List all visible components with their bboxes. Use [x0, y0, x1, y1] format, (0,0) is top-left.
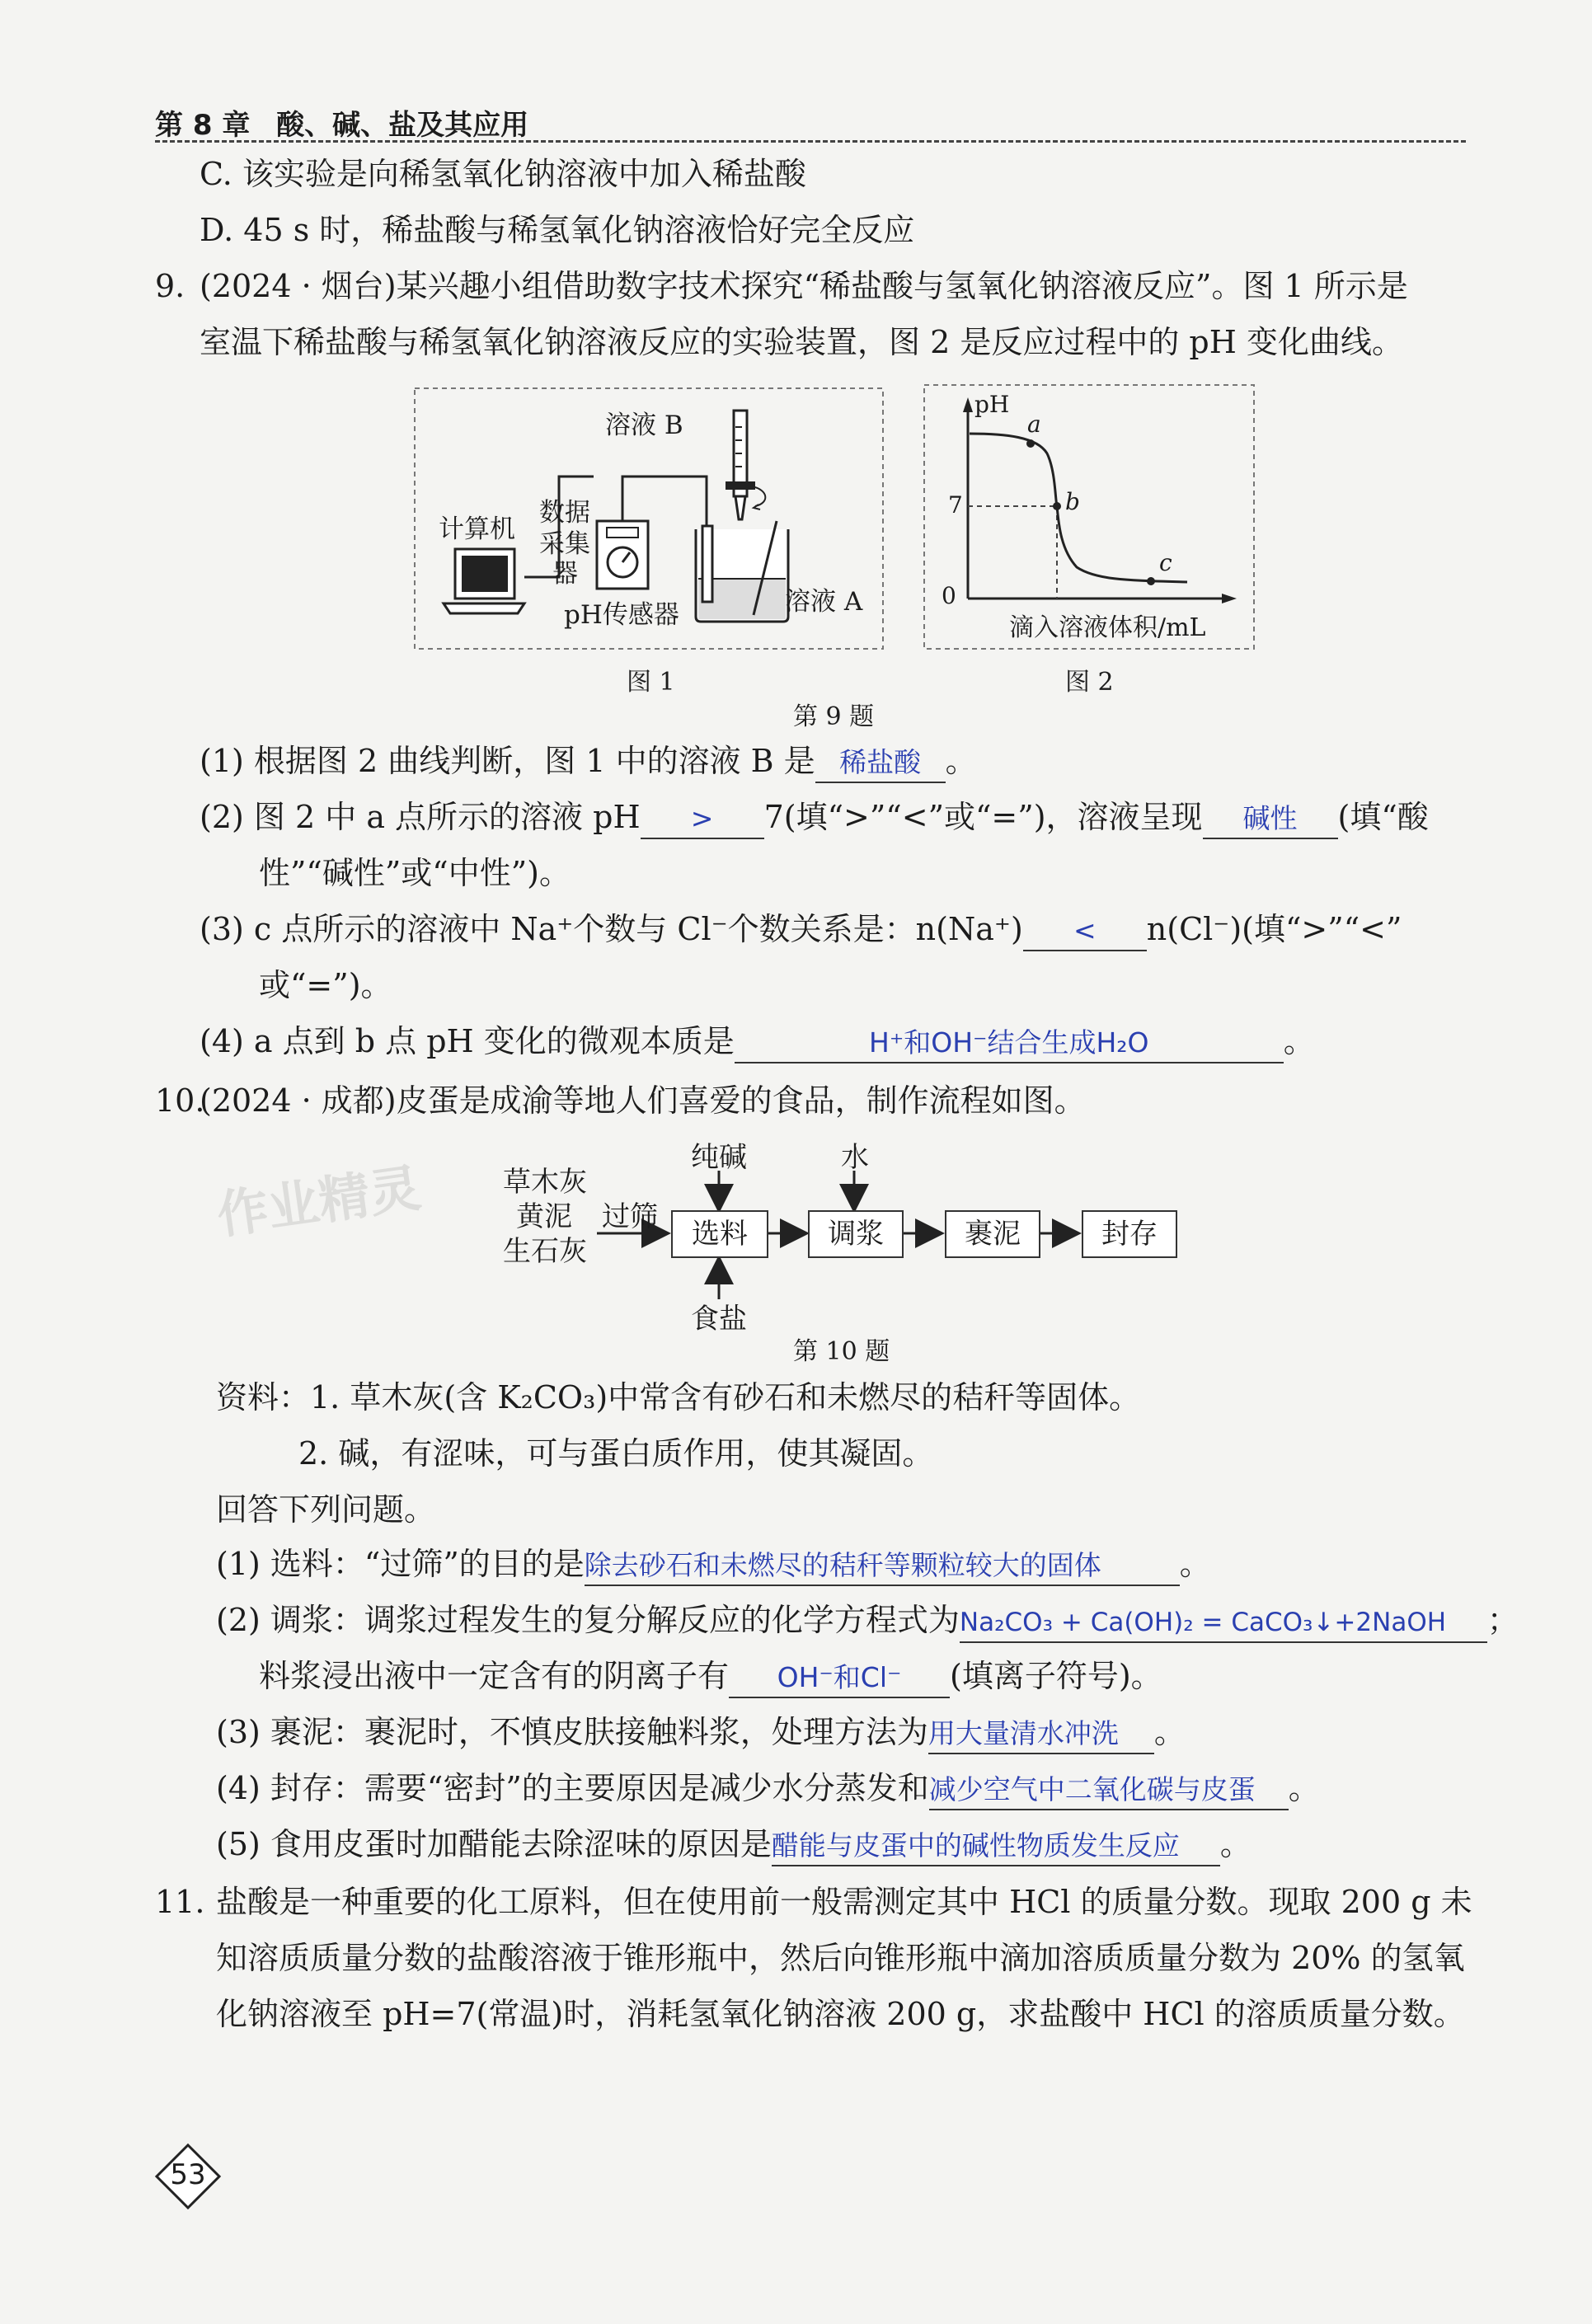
- chapter-number: 第 8 章: [155, 109, 251, 142]
- q10-part2b: 料浆浸出液中一定含有的阴离子有 OH⁻和Cl⁻ (填离子符号)。: [259, 1657, 1162, 1698]
- point-c-marker: [1147, 577, 1155, 585]
- q10-answer-2: Na₂CO₃ + Ca(OH)₂ = CaCO₃↓+2NaOH: [959, 1608, 1447, 1637]
- q9-answer-2b: 碱性: [1242, 802, 1298, 834]
- soda-label: 纯碱: [691, 1141, 747, 1174]
- watermark: 作业精灵: [213, 1157, 425, 1246]
- q10-part3: (3) 裹泥：裹泥时，不慎皮肤接触料浆，处理方法为用大量清水冲洗 。: [216, 1713, 1186, 1754]
- q9-part4: (4) a 点到 b 点 pH 变化的微观本质是 H⁺和OH⁻结合生成H₂O 。: [200, 1022, 1315, 1063]
- figure2-caption: 图 2: [1065, 668, 1114, 697]
- q9-figure1: [414, 387, 884, 650]
- page-number: 53: [170, 2158, 206, 2191]
- q10-answer-2b: OH⁻和Cl⁻: [777, 1661, 902, 1693]
- q9-answer-2a: >: [690, 802, 714, 834]
- header-divider: [155, 140, 1466, 143]
- step-seal: 封存: [1082, 1210, 1177, 1258]
- q9-answer-3: <: [1073, 914, 1097, 946]
- point-c-label: c: [1159, 549, 1172, 576]
- filter-label: 过筛: [602, 1200, 658, 1233]
- option-c: C. 该实验是向稀氢氧化钠溶液中加入稀盐酸: [200, 156, 806, 192]
- point-a-marker: [1026, 439, 1035, 448]
- q10-figure-caption: 第 10 题: [793, 1337, 890, 1366]
- collector-label-2: 采集: [539, 529, 590, 559]
- q9-part1: (1) 根据图 2 曲线判断，图 1 中的溶液 B 是 稀盐酸 。: [200, 742, 977, 783]
- salt-label: 食盐: [691, 1303, 747, 1336]
- chapter-header: [155, 102, 528, 143]
- collector-label-3: 器: [552, 559, 578, 589]
- q9-part3-line2: 或“=”)。: [259, 967, 392, 1003]
- q11-line2: 知溶质质量分数的盐酸溶液于锥形瓶中，然后向锥形瓶中滴加溶质质量分数为 20% 的氢氧: [216, 1940, 1465, 1976]
- q10-part2: (2) 调浆：调浆过程发生的复分解反应的化学方程式为Na₂CO₃ + Ca(OH)₂ = CaCO₃↓+2NaOH ；: [216, 1601, 1519, 1643]
- q9-stem-line1: (2024 · 烟台)某兴趣小组借助数字技术探究“稀盐酸与氢氧化钠溶液反应”。图 1 所示是: [200, 268, 1408, 304]
- q11-line3: 化钠溶液至 pH=7(常温)时，消耗氢氧化钠溶液 200 g，求盐酸中 HCl 的溶质质量分数。: [216, 1996, 1465, 2032]
- step-coat: 裹泥: [945, 1210, 1040, 1258]
- point-a-label: a: [1027, 411, 1041, 438]
- water-label: 水: [841, 1141, 869, 1174]
- option-d: D. 45 s 时，稀盐酸与稀氢氧化钠溶液恰好完全反应: [200, 212, 915, 248]
- q10-part1: (1) 选料：“过筛”的目的是除去砂石和未燃尽的秸秆等颗粒较大的固体 。: [216, 1545, 1211, 1586]
- tick-0: 0: [942, 582, 956, 609]
- page-number-badge: [153, 2142, 223, 2211]
- q10-answer-1: 除去砂石和未燃尽的秸秆等颗粒较大的固体: [584, 1549, 1101, 1581]
- q9-part2: (2) 图 2 中 a 点所示的溶液 pH > 7(填“>”“<”或“=”)，溶液呈现 碱性 (填“酸: [200, 798, 1429, 839]
- ph-sensor-label: pH传感器: [564, 600, 679, 630]
- q10-stem: (2024 · 成都)皮蛋是成渝等地人们喜爱的食品，制作流程如图。: [200, 1082, 1086, 1119]
- q10-number: 10.: [155, 1082, 205, 1119]
- chapter-title: 酸、碱、盐及其应用: [276, 109, 529, 142]
- q9-stem-line2: 室温下稀盐酸与稀氢氧化钠溶液反应的实验装置，图 2 是反应过程中的 pH 变化曲线。: [200, 324, 1403, 360]
- collector-label-1: 数据: [539, 498, 590, 528]
- y-axis-label: pH: [974, 391, 1010, 418]
- q10-flowchart: [495, 1134, 1187, 1336]
- q9-answer-4: H⁺和OH⁻结合生成H₂O: [869, 1026, 1149, 1059]
- q10-answer-4: 减少空气中二氧化碳与皮蛋: [928, 1773, 1256, 1805]
- solution-b-label: 溶液 B: [605, 411, 683, 440]
- q10-part4: (4) 封存：需要“密封”的主要原因是减少水分蒸发和减少空气中二氧化碳与皮蛋 。: [216, 1769, 1320, 1810]
- q10-info-1: 资料：1. 草木灰(含 K₂CO₃)中常含有砂石和未燃尽的秸秆等固体。: [216, 1379, 1141, 1416]
- x-axis-label: 滴入溶液体积/mL: [1009, 613, 1206, 642]
- point-b-marker: [1053, 502, 1061, 510]
- q10-prompt: 回答下列问题。: [216, 1491, 436, 1528]
- computer-label: 计算机: [439, 514, 515, 544]
- figure1-caption: 图 1: [627, 668, 675, 697]
- q9-part3: (3) c 点所示的溶液中 Na⁺个数与 Cl⁻个数关系是：n(Na⁺) < n(Cl⁻)(填“>”“<”: [200, 910, 1402, 951]
- q10-part5: (5) 食用皮蛋时加醋能去除涩味的原因是醋能与皮蛋中的碱性物质发生反应 。: [216, 1825, 1252, 1866]
- q9-figure2: [923, 384, 1255, 650]
- q9-answer-1: 稀盐酸: [839, 746, 922, 778]
- tick-7: 7: [948, 491, 963, 519]
- q10-answer-3: 用大量清水冲洗: [927, 1717, 1119, 1749]
- q11-line1: 盐酸是一种重要的化工原料，但在使用前一般需测定其中 HCl 的质量分数。现取 200 g 未: [216, 1884, 1472, 1920]
- point-b-label: b: [1065, 488, 1080, 515]
- input-mud: 黄泥: [516, 1200, 572, 1233]
- step-select: 选料: [671, 1210, 768, 1258]
- solution-a-label: 溶液 A: [785, 587, 863, 617]
- step-slurry: 调浆: [808, 1210, 904, 1258]
- input-ash: 草木灰: [503, 1166, 587, 1199]
- q10-info-2: 2. 碱，有涩味，可与蛋白质作用，使其凝固。: [298, 1435, 934, 1472]
- q9-number: 9.: [155, 268, 185, 304]
- q9-figure-caption: 第 9 题: [793, 702, 875, 731]
- input-lime: 生石灰: [503, 1235, 587, 1268]
- q9-part2-line2: 性”“碱性”或“中性”)。: [259, 855, 571, 891]
- q11-number: 11.: [155, 1884, 205, 1920]
- q10-answer-5: 醋能与皮蛋中的碱性物质发生反应: [771, 1829, 1180, 1862]
